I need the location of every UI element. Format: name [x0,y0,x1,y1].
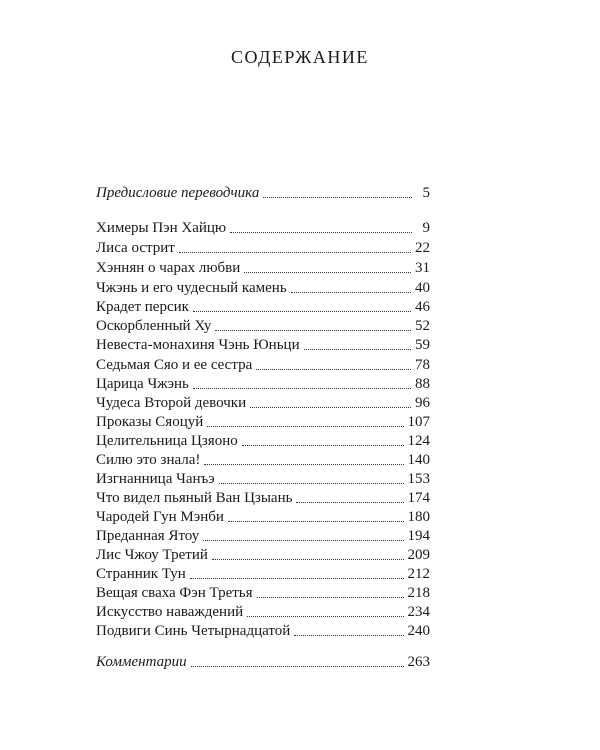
toc-entry-label: Хэннян о чарах любви [96,260,241,276]
dot-leader [203,539,403,541]
dot-leader [294,634,403,636]
dot-leader [207,425,403,427]
toc-entry[interactable] [96,621,430,641]
dot-leader [230,231,412,233]
toc-entry-page: 22 [415,240,430,256]
toc-entry[interactable] [96,583,430,603]
toc-entry[interactable] [96,450,430,470]
toc-entry[interactable] [96,374,430,394]
toc-entry-page: 96 [415,395,430,411]
toc-entry-label: Чародей Гун Мэнби [96,509,224,525]
toc-entry-label: Целительница Цзяоно [96,433,238,449]
toc-entry-label: Комментарии [96,654,187,670]
toc-entry[interactable] [96,355,430,375]
toc-entry-page: 9 [422,220,430,236]
toc-entry-page: 263 [407,654,430,670]
toc-entry-page: 153 [407,471,430,487]
toc-entry-label: Царица Чжэнь [96,376,189,392]
toc-entry-label: Изгнанница Чанъэ [96,471,215,487]
toc-entry-label: Чжэнь и его чудесный камень [96,280,287,296]
toc-entry[interactable] [96,412,430,432]
dot-leader [193,310,411,312]
toc-entry-page: 174 [407,490,430,506]
toc-entry-label: Седьмая Сяо и ее сестра [96,357,253,373]
toc-entry-comments[interactable] [96,652,430,672]
dot-leader [291,291,411,293]
dot-leader [219,482,404,484]
dot-leader [263,196,412,198]
toc-entry[interactable] [96,278,430,298]
toc-entry-page: 40 [415,280,430,296]
toc-entry-label: Невеста-монахиня Чэнь Юньци [96,337,300,353]
toc-entry-label: Преданная Ятоу [96,528,200,544]
dot-leader [247,615,403,617]
toc-entry-label: Лис Чжоу Третий [96,547,208,563]
toc-entry-label: Подвиги Синь Четырнадцатой [96,623,291,639]
dot-leader [256,368,411,370]
toc-entry-page: 88 [415,376,430,392]
toc-entry[interactable] [96,218,430,238]
toc-entry-label: Проказы Сяоцуй [96,414,204,430]
toc-entry-label: Крадет персик [96,299,189,315]
dot-leader [215,329,411,331]
toc-entry[interactable] [96,564,430,584]
toc-entry[interactable] [96,431,430,451]
toc-entry[interactable] [96,258,430,278]
toc-entry-page: 5 [422,185,430,201]
toc-entry-label: Чудеса Второй девочки [96,395,247,411]
toc-entry-page: 180 [407,509,430,525]
toc-entry[interactable] [96,488,430,508]
dot-leader [242,444,404,446]
toc-entry[interactable] [96,469,430,489]
dot-leader [193,387,411,389]
toc-entry-label: Химеры Пэн Хайцю [96,220,227,236]
toc-entry-page: 59 [415,337,430,353]
toc-entry[interactable] [96,335,430,355]
toc-entry-page: 52 [415,318,430,334]
toc-entry-label: Вещая сваха Фэн Третья [96,585,253,601]
dot-leader [204,463,403,465]
toc-entry-page: 107 [407,414,430,430]
toc-entry-page: 124 [407,433,430,449]
dot-leader [250,406,411,408]
toc-entry-page: 212 [407,566,430,582]
toc-entry-page: 194 [407,528,430,544]
dot-leader [257,596,404,598]
toc-entry-label: Лиса острит [96,240,175,256]
toc-entry-label: Силю это знала! [96,452,201,468]
toc-entry-label: Предисловие переводчика [96,185,260,201]
toc-entry-page: 240 [407,623,430,639]
toc-entry[interactable] [96,507,430,527]
dot-leader [296,501,403,503]
toc-entry[interactable] [96,316,430,336]
page-title: СОДЕРЖАНИЕ [231,47,369,67]
toc-entry[interactable] [96,526,430,546]
toc-entry-page: 234 [407,604,430,620]
dot-leader [304,348,411,350]
toc-entry[interactable] [96,602,430,622]
dot-leader [179,251,411,253]
dot-leader [244,271,411,273]
toc-entry[interactable] [96,545,430,565]
toc-entry-label: Что видел пьяный Ван Цзыань [96,490,293,506]
toc-entry-page: 140 [407,452,430,468]
dot-leader [228,520,404,522]
toc-entry[interactable] [96,238,430,258]
dot-leader [190,577,404,579]
toc-entry-label: Искусство наваждений [96,604,244,620]
toc-entry[interactable] [96,393,430,413]
toc-entry-preface[interactable] [96,183,430,203]
toc-entry[interactable] [96,297,430,317]
toc-entry-page: 31 [415,260,430,276]
toc-entry-page: 46 [415,299,430,315]
toc-entry-page: 78 [415,357,430,373]
toc-entry-label: Странник Тун [96,566,186,582]
toc-entry-page: 209 [407,547,430,563]
toc-entry-label: Оскорбленный Ху [96,318,212,334]
toc-entry-page: 218 [407,585,430,601]
dot-leader [191,665,404,667]
dot-leader [212,558,404,560]
